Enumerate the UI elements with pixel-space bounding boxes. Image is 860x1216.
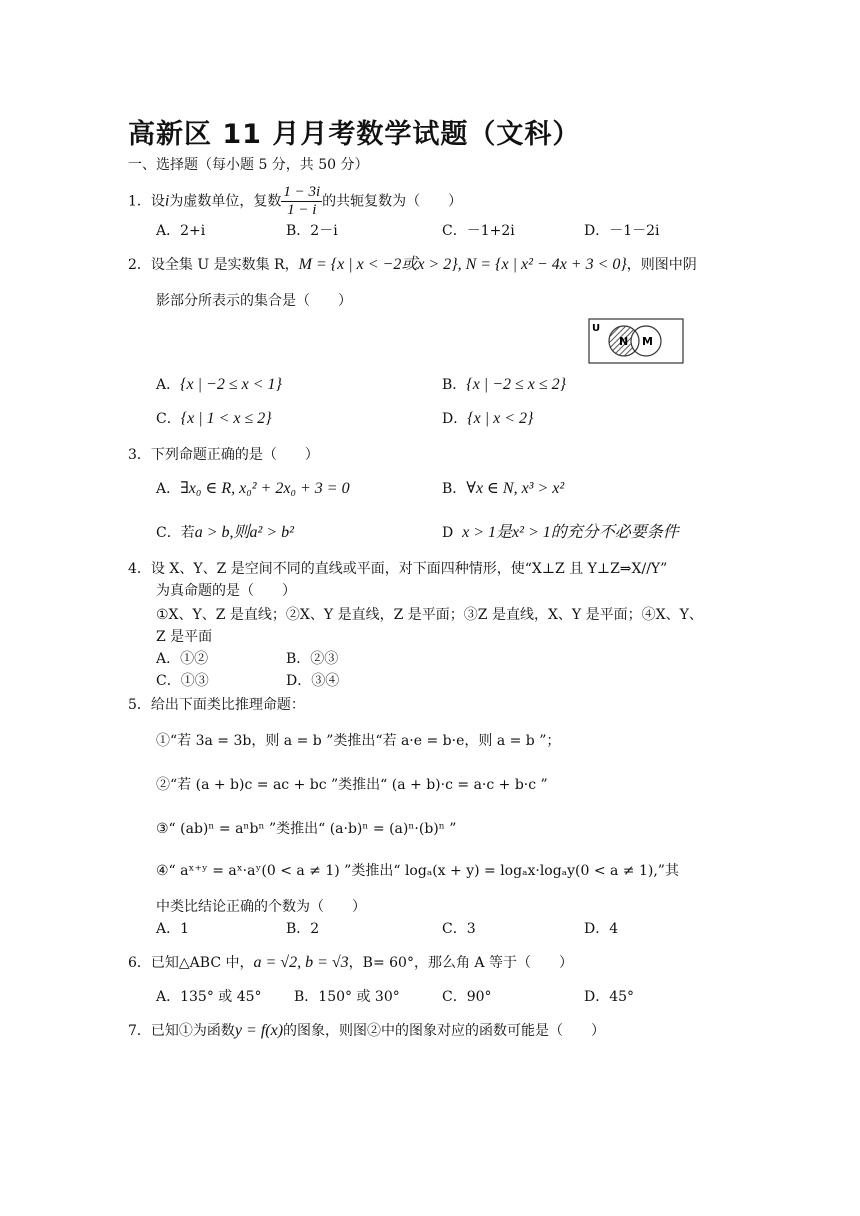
q6-condition: a = √2, b = √3 bbox=[253, 954, 349, 971]
question-7-stem: 7．已知①为函数y = f(x)的图象，则图②中的图象对应的函数可能是（ ） bbox=[128, 1022, 606, 1039]
q1-denominator: 1 − i bbox=[287, 202, 317, 218]
venn-diagram bbox=[588, 318, 684, 364]
q4-option-a: A．①② bbox=[156, 651, 209, 667]
q6-option-a: A．135° 或 45° bbox=[156, 989, 262, 1005]
q6-option-c: C．90° bbox=[442, 989, 492, 1005]
q6-option-d: D．45° bbox=[584, 989, 635, 1005]
q1-option-c: C．－1+2i bbox=[442, 223, 515, 239]
q2-option-b: B．{x | −2 ≤ x ≤ 2} bbox=[442, 376, 567, 393]
q5-item-1: ①“若 3a = 3b，则 a = b ”类推出“若 a·e = b·e，则 a = b ”； bbox=[156, 733, 561, 749]
q2-stem-line2: 影部分所表示的集合是（ ） bbox=[156, 293, 352, 309]
q4-option-d: D．③④ bbox=[286, 673, 340, 689]
question-4-stem: 4．设 X、Y、Z 是空间不同的直线或平面，对下面四种情形，使“X⊥Z 且 Y⊥Z⇒X//Y” bbox=[128, 561, 668, 577]
question-5-stem: 5．给出下面类比推理命题： bbox=[128, 697, 305, 713]
q5-option-b: B．2 bbox=[286, 921, 320, 937]
q4-option-c: C．①③ bbox=[156, 673, 209, 689]
venn-n-label: N bbox=[619, 335, 629, 348]
q5-option-a: A．1 bbox=[156, 921, 190, 937]
q6-option-b: B．150° 或 30° bbox=[294, 989, 400, 1005]
question-2-stem bbox=[128, 256, 697, 274]
q1-imag-unit: i bbox=[164, 192, 170, 210]
q1-option-b: B．2－i bbox=[286, 223, 338, 239]
q4-option-b: B．②③ bbox=[286, 651, 339, 667]
page-title: 高新区 11 月月考数学试题（文科） bbox=[128, 119, 581, 150]
q5-option-c: C．3 bbox=[442, 921, 476, 937]
q1-option-d: D．－1－2i bbox=[584, 223, 660, 239]
q4-conditions-line2: Z 是平面 bbox=[156, 629, 213, 645]
q1-option-a: A．2+i bbox=[156, 223, 206, 239]
q3-option-b: B．∀x ∈ N, x³ > x² bbox=[442, 480, 565, 497]
q5-item-3: ③“ (ab)ⁿ = aⁿbⁿ ”类推出“ (a·b)ⁿ = (a)ⁿ·(b)ⁿ ” bbox=[156, 821, 457, 837]
q2-option-a: A．{x | −2 ≤ x < 1} bbox=[156, 376, 282, 393]
q4-conditions: ①X、Y、Z 是直线；②X、Y 是直线，Z 是平面；③Z 是直线，X、Y 是平面；④X、Y、 bbox=[156, 607, 703, 623]
q2-sets: M = {x | x < −2或x > 2}, N = {x | x² − 4x + 3 < 0} bbox=[298, 256, 627, 273]
section-heading: 一、选择题（每小题 5 分，共 50 分） bbox=[128, 157, 369, 173]
q5-item-4: ④“ aˣ⁺ʸ = aˣ·aʸ(0 < a ≠ 1) ”类推出“ logₐ(x + y) = logₐx·logₐy(0 < a ≠ 1),”其 bbox=[156, 863, 679, 879]
q1-fraction bbox=[281, 184, 322, 219]
q1-numerator: 1 − 3i bbox=[283, 184, 321, 200]
q1-prefix: 1．设 bbox=[128, 193, 165, 210]
q2-option-d: D．{x | x < 2} bbox=[442, 410, 534, 427]
q5-option-d: D．4 bbox=[584, 921, 619, 937]
q1-suffix: 的共轭复数为（ ） bbox=[322, 193, 463, 210]
q4-stem-line2: 为真命题的是（ ） bbox=[156, 583, 296, 599]
question-1-stem bbox=[128, 184, 462, 219]
q3-option-d: D x > 1是x² > 1的充分不必要条件 bbox=[442, 524, 679, 541]
q2-suffix: ，则图中阴 bbox=[626, 257, 697, 273]
q3-option-a: A．∃x₀ ∈ R, x₀² + 2x₀ + 3 = 0 bbox=[156, 480, 350, 497]
q2-option-c: C．{x | 1 < x ≤ 2} bbox=[156, 410, 272, 427]
q5-item-4-cont: 中类比结论正确的个数为（ ） bbox=[156, 899, 366, 915]
question-6-stem: 6．已知△ABC 中，a = √2, b = √3，B= 60°，那么角 A 等于（ ） bbox=[128, 954, 573, 971]
q3-option-c: C．若a > b,则a² > b² bbox=[156, 524, 294, 541]
q7-function: y = f(x) bbox=[234, 1022, 284, 1039]
q5-item-2: ②“若 (a + b)c = ac + bc ”类推出“ (a + b)·c = a·c + b·c ” bbox=[156, 777, 548, 793]
q2-prefix: 2．设全集 U 是实数集 R， bbox=[128, 257, 299, 273]
q1-middle: 为虚数单位，复数 bbox=[169, 193, 282, 210]
venn-m-label: M bbox=[642, 335, 653, 348]
question-3-stem: 3．下列命题正确的是（ ） bbox=[128, 447, 319, 463]
venn-u-label: U bbox=[592, 323, 601, 334]
